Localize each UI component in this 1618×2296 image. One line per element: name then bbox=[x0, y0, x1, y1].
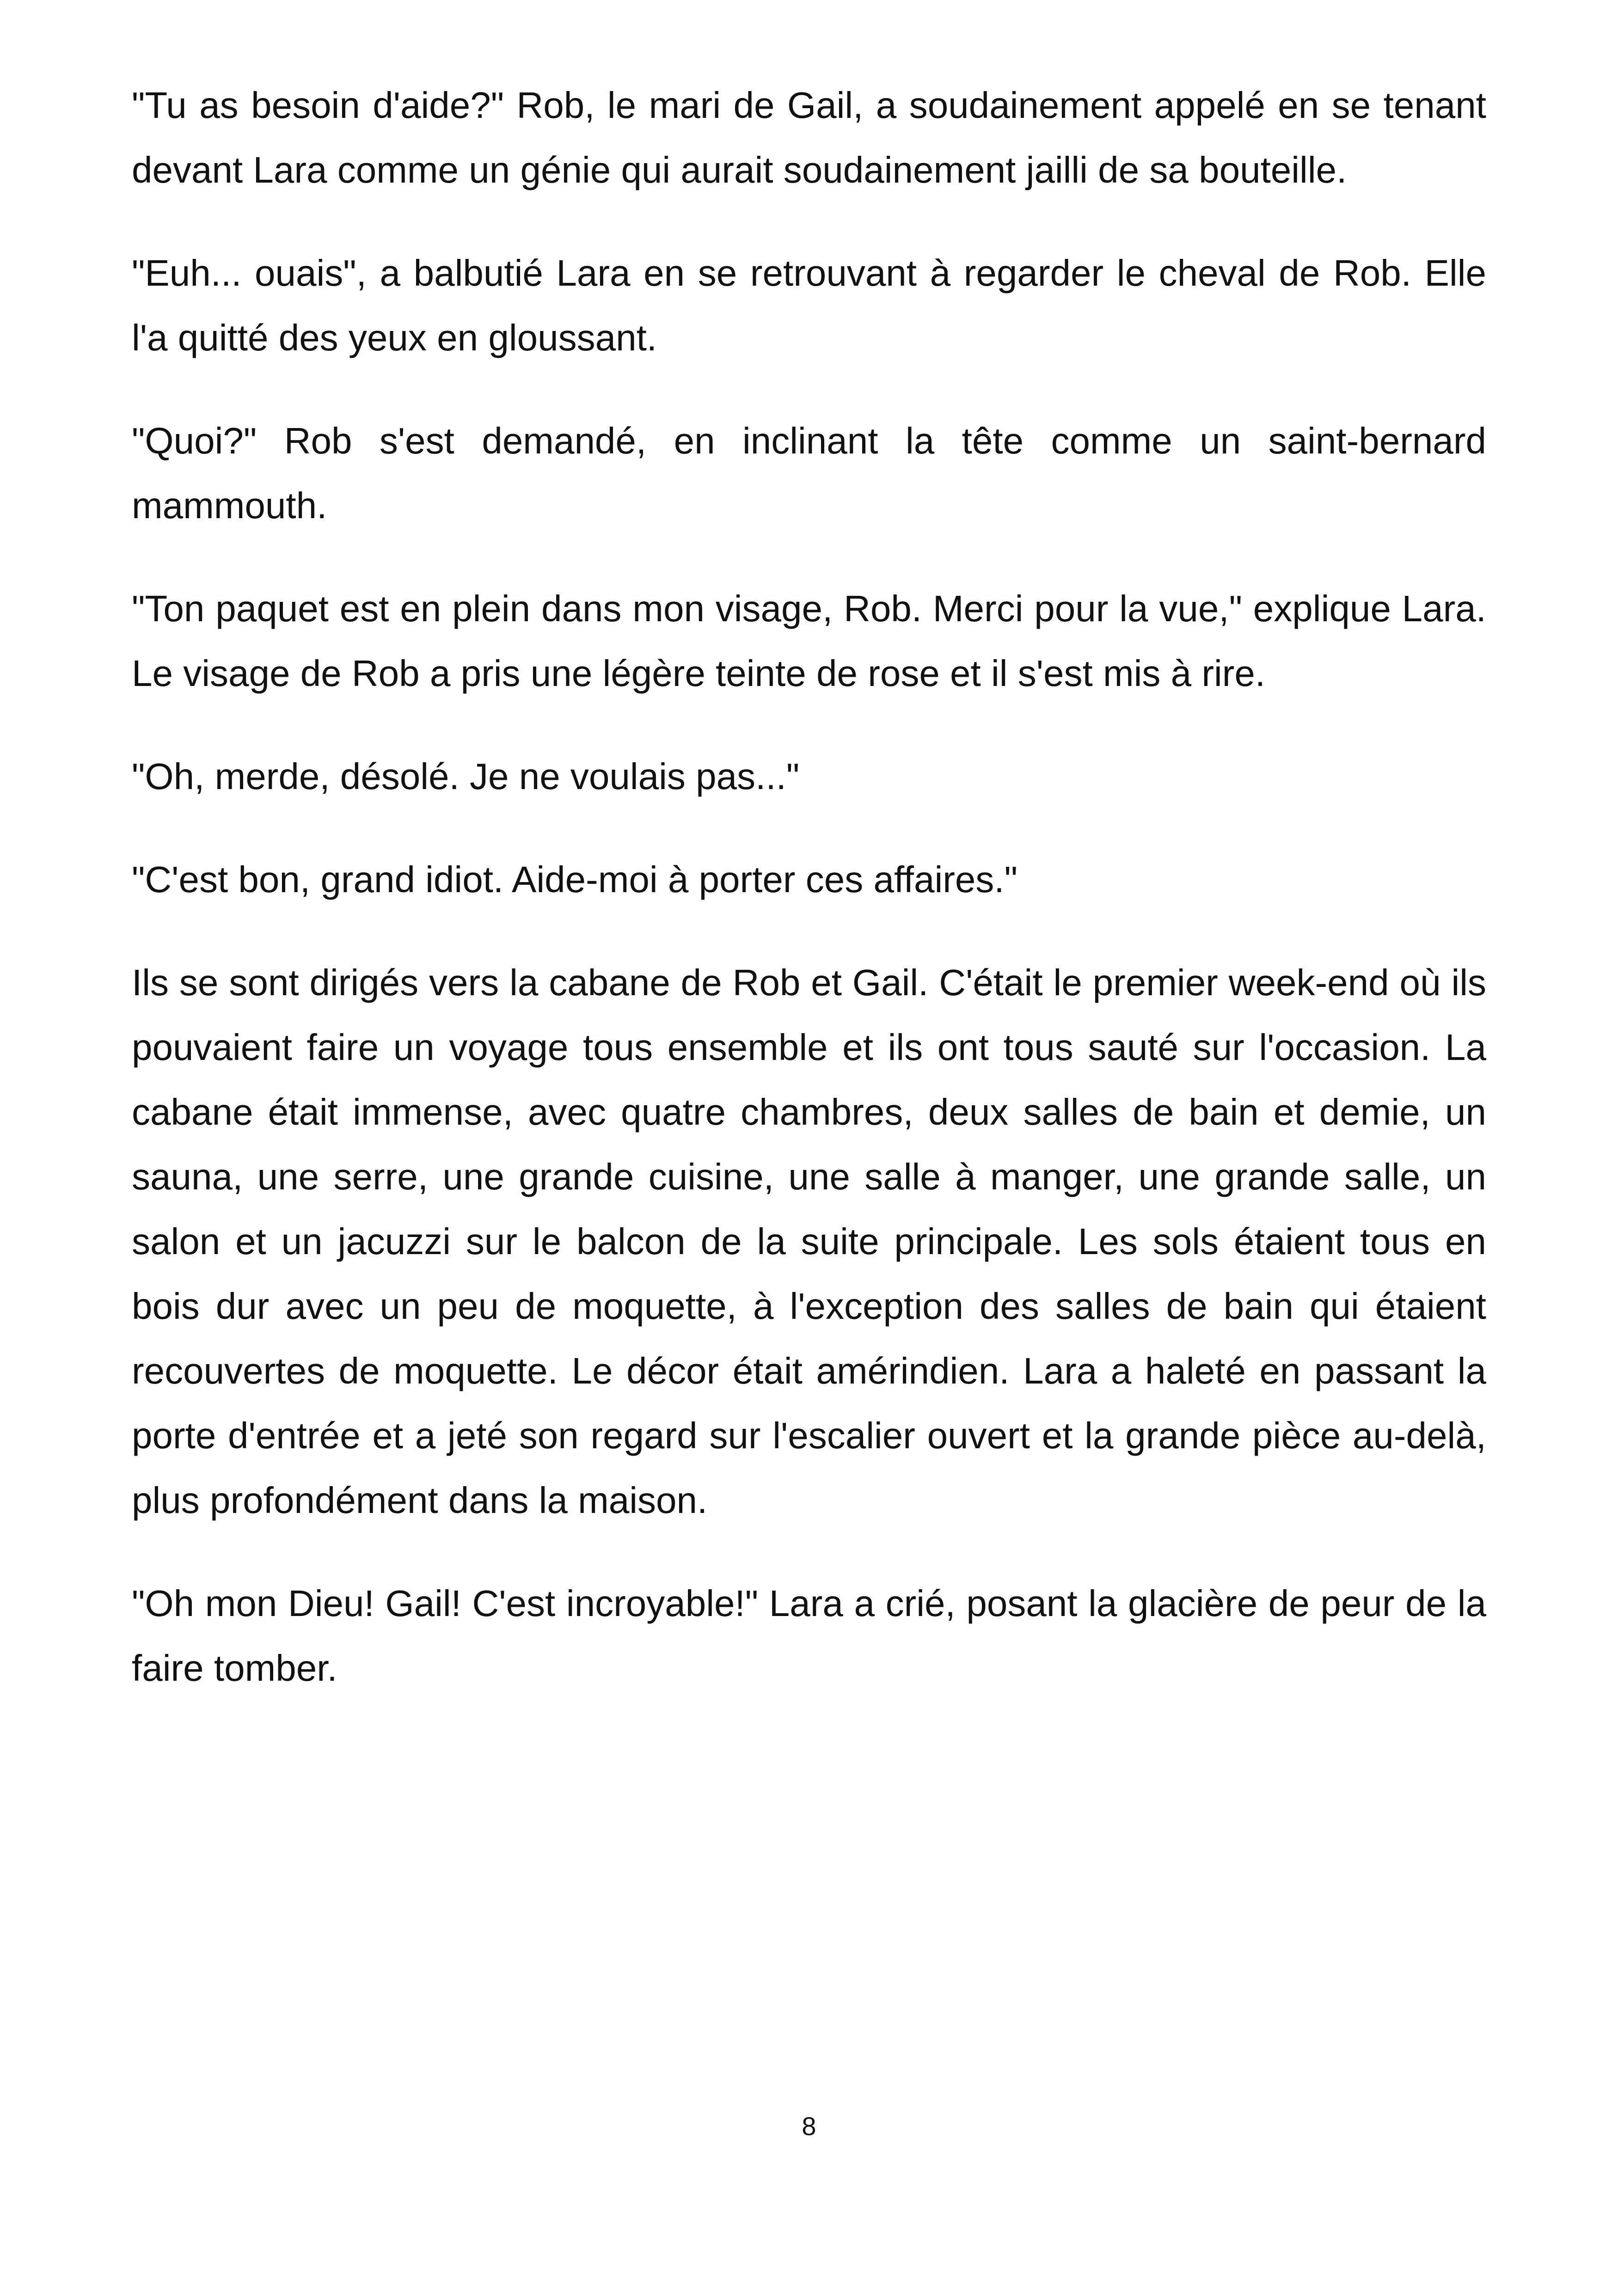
body-text bbox=[132, 73, 1486, 1739]
paragraph-8: "Oh mon Dieu! Gail! C'est incroyable!" Lara a crié, posant la glacière de peur de la faire tomber. bbox=[132, 1583, 1486, 1689]
page-number: 8 bbox=[802, 2112, 816, 2141]
paragraph-5: "Oh, merde, désolé. Je ne voulais pas..." bbox=[132, 756, 800, 797]
paragraph-1: "Tu as besoin d'aide?" Rob, le mari de Gail, a soudainement appelé en se tenant devant Lara comme un génie qui aurait soudainement jailli de sa bouteille. bbox=[132, 85, 1486, 190]
paragraph-2: "Euh... ouais", a balbutié Lara en se retrouvant à regarder le cheval de Rob. Elle l'a quitté des yeux en gloussant. bbox=[132, 252, 1486, 358]
paragraph-6: "C'est bon, grand idiot. Aide-moi à porter ces affaires." bbox=[132, 859, 1018, 900]
paragraph-7: Ils se sont dirigés vers la cabane de Rob et Gail. C'était le premier week-end où ils pouvaient faire un voyage tous ensemble et ils ont tous sauté sur l'occasion. La cabane était immense, avec quatre chambres, deux salles de bain et demie, un sauna, une serre, une grande cuisine, une salle à manger, une grande salle, un salon et un jacuzzi sur le balcon de la suite principale. Les sols étaient tous en bois dur avec un peu de moquette, à l'exception des salles de bain qui étaient recouvertes de moquette. Le décor était amérindien. Lara a haleté en passant la porte d'entrée et a jeté son regard sur l'escalier ouvert et la grande pièce au-delà, plus profondément dans la maison. bbox=[132, 962, 1486, 1521]
paragraph-4: "Ton paquet est en plein dans mon visage, Rob. Merci pour la vue," explique Lara. Le visage de Rob a pris une légère teinte de rose et il s'est mis à rire. bbox=[132, 588, 1486, 694]
paragraph-3: "Quoi?" Rob s'est demandé, en inclinant la tête comme un saint-bernard mammouth. bbox=[132, 420, 1486, 526]
